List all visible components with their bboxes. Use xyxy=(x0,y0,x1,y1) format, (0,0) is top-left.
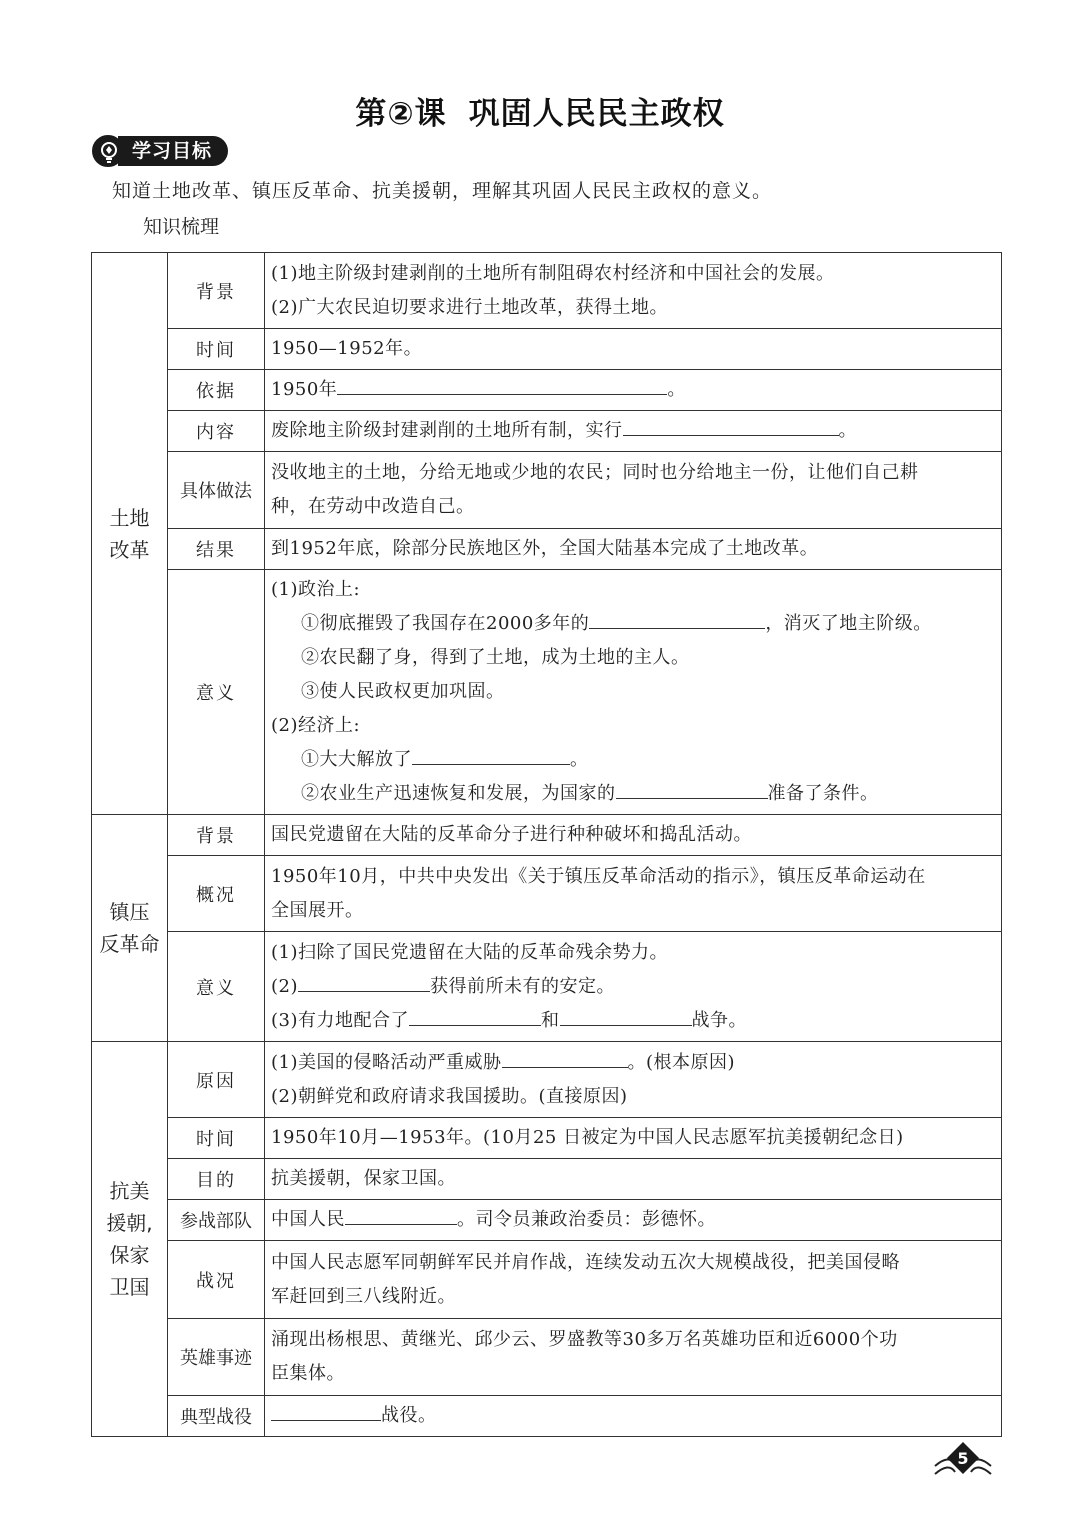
page-number: 5 xyxy=(957,1449,969,1468)
content-cell xyxy=(265,253,1002,329)
content-line: (2)朝鲜党和政府请求我国援助。(直接原因) xyxy=(271,1085,628,1107)
aspect-label: 意义 xyxy=(168,570,265,815)
content-text: ①彻底摧毁了我国存在2000多年的 xyxy=(301,613,590,634)
answer-blank[interactable] xyxy=(298,971,430,992)
topic-line: 镇压 xyxy=(109,900,150,924)
content-line: (2)广大农民迫切要求进行土地改革，获得土地。 xyxy=(271,296,668,318)
content-text: 获得前所未有的安定。 xyxy=(430,975,615,997)
content-line xyxy=(271,1004,995,1038)
aspect-label: 原因 xyxy=(168,1042,265,1118)
content-text: 。 xyxy=(667,379,686,400)
topic-land-reform xyxy=(92,253,168,815)
page-ornament-icon xyxy=(933,1440,993,1500)
aspect-label: 概况 xyxy=(168,856,265,932)
aspect-label: 背景 xyxy=(168,253,265,329)
content-cell xyxy=(265,1319,1002,1396)
content-text: (3)有力地配合了 xyxy=(271,1009,409,1031)
answer-blank[interactable] xyxy=(337,374,667,395)
table-row xyxy=(92,452,1002,529)
content-text: (2) xyxy=(271,975,298,997)
section-heading: 知识梳理 xyxy=(143,216,220,238)
objectives-badge xyxy=(92,133,252,169)
answer-blank[interactable] xyxy=(589,608,765,629)
content-line: (2)经济上: xyxy=(271,715,361,736)
table-row xyxy=(92,370,1002,411)
table-row xyxy=(92,329,1002,370)
answer-blank[interactable] xyxy=(623,415,839,436)
content-text: ，消灭了地主阶级。 xyxy=(765,613,932,634)
content-cell: 抗美援朝，保家卫国。 xyxy=(265,1159,1002,1200)
table-row xyxy=(92,815,1002,856)
content-line: (1)地主阶级封建剥削的土地所有制阻碍农村经济和中国社会的发展。 xyxy=(271,262,835,284)
content-line: 没收地主的土地，分给无地或少地的农民；同时也分给地主一份，让他们自己耕 xyxy=(271,462,919,483)
content-line xyxy=(271,607,995,641)
answer-blank[interactable] xyxy=(271,1400,381,1421)
answer-blank[interactable] xyxy=(560,1005,692,1026)
content-text: 和 xyxy=(541,1009,560,1031)
aspect-label: 结果 xyxy=(168,529,265,570)
content-cell xyxy=(265,570,1002,815)
content-cell xyxy=(265,1241,1002,1319)
topic-line: 保家 xyxy=(109,1243,150,1267)
content-text: 。司令员兼政治委员：彭德怀。 xyxy=(457,1209,716,1230)
table-row xyxy=(92,570,1002,815)
aspect-label: 战况 xyxy=(168,1241,265,1319)
content-text: 。 xyxy=(838,420,857,441)
content-cell xyxy=(265,370,1002,411)
content-cell: 1950年10月—1953年。(10月25 日被定为中国人民志愿军抗美援朝纪念日) xyxy=(265,1118,1002,1159)
content-text: ②农业生产迅速恢复和发展，为国家的 xyxy=(301,783,616,804)
content-line: 1950年10月，中共中央发出《关于镇压反革命活动的指示》，镇压反革命运动在 xyxy=(271,865,926,887)
content-line xyxy=(271,743,995,777)
topic-line: 援朝, xyxy=(106,1211,153,1235)
topic-line: 反革命 xyxy=(99,932,160,956)
table-row xyxy=(92,1241,1002,1319)
aspect-label: 典型战役 xyxy=(168,1396,265,1437)
content-text: 战役。 xyxy=(381,1405,437,1426)
knowledge-table xyxy=(91,252,1002,1437)
aspect-label: 内容 xyxy=(168,411,265,452)
content-line: 军赶回到三八线附近。 xyxy=(271,1285,456,1307)
content-text: 中国人民 xyxy=(271,1209,345,1230)
lesson-name: 巩固人民民主政权 xyxy=(468,96,725,132)
topic-line: 改革 xyxy=(109,537,150,562)
aspect-label: 时间 xyxy=(168,329,265,370)
content-cell xyxy=(265,932,1002,1042)
content-text: 战争。 xyxy=(691,1009,747,1031)
content-cell: 到1952年底，除部分民族地区外，全国大陆基本完成了土地改革。 xyxy=(265,529,1002,570)
objectives-badge-label: 学习目标 xyxy=(118,136,228,166)
topic-line: 土地 xyxy=(109,505,150,530)
content-cell xyxy=(265,1042,1002,1118)
table-row xyxy=(92,1042,1002,1118)
aspect-label: 背景 xyxy=(168,815,265,856)
lightbulb-icon xyxy=(92,135,124,167)
content-line: (1)扫除了国民党遗留在大陆的反革命残余势力。 xyxy=(271,941,668,963)
answer-blank[interactable] xyxy=(409,1005,541,1026)
objectives-text: 知道土地改革、镇压反革命、抗美援朝，理解其巩固人民民主政权的意义。 xyxy=(112,180,773,202)
table-row xyxy=(92,932,1002,1042)
content-text: 。 xyxy=(570,749,589,770)
aspect-label: 英雄事迹 xyxy=(168,1319,265,1396)
content-text: ①大大解放了 xyxy=(301,749,412,770)
content-cell xyxy=(265,856,1002,932)
content-text: (1)美国的侵略活动严重威胁 xyxy=(271,1051,502,1073)
table-row xyxy=(92,1159,1002,1200)
content-text: 。(根本原因) xyxy=(627,1051,736,1073)
table-row xyxy=(92,1396,1002,1437)
table-row xyxy=(92,856,1002,932)
content-cell: 国民党遗留在大陆的反革命分子进行种种破坏和捣乱活动。 xyxy=(265,815,1002,856)
content-line: 中国人民志愿军同朝鲜军民并肩作战，连续发动五次大规模战役，把美国侵略 xyxy=(271,1251,900,1273)
content-line xyxy=(271,1046,995,1080)
topic-line: 抗美 xyxy=(109,1179,150,1203)
content-text: 准备了条件。 xyxy=(767,783,879,804)
aspect-label: 依据 xyxy=(168,370,265,411)
aspect-label: 意义 xyxy=(168,932,265,1042)
content-line: (1)政治上: xyxy=(271,579,361,600)
table-row xyxy=(92,1200,1002,1241)
content-text: 1950年 xyxy=(271,379,338,400)
table-row xyxy=(92,253,1002,329)
lesson-number: 第②课 xyxy=(355,96,447,132)
answer-blank[interactable] xyxy=(616,778,768,799)
lesson-title xyxy=(0,88,1080,133)
content-line: 全国展开。 xyxy=(271,899,364,921)
content-text: 废除地主阶级封建剥削的土地所有制，实行 xyxy=(271,420,623,441)
aspect-label: 目的 xyxy=(168,1159,265,1200)
aspect-label: 具体做法 xyxy=(168,452,265,529)
table-row xyxy=(92,529,1002,570)
content-cell xyxy=(265,1200,1002,1241)
table-row xyxy=(92,1118,1002,1159)
content-cell xyxy=(265,1396,1002,1437)
content-line: ②农民翻了身，得到了土地，成为土地的主人。 xyxy=(301,647,690,668)
aspect-label: 参战部队 xyxy=(168,1200,265,1241)
content-line: 种，在劳动中改造自己。 xyxy=(271,496,475,517)
content-line: 臣集体。 xyxy=(271,1363,345,1384)
content-line xyxy=(271,970,995,1004)
content-cell xyxy=(265,411,1002,452)
table-row xyxy=(92,1319,1002,1396)
answer-blank[interactable] xyxy=(345,1204,457,1225)
content-line: ③使人民政权更加巩固。 xyxy=(301,681,505,702)
content-line xyxy=(271,777,995,811)
content-cell: 1950—1952年。 xyxy=(265,329,1002,370)
answer-blank[interactable] xyxy=(412,744,570,765)
content-line: 涌现出杨根思、黄继光、邱少云、罗盛教等30多万名英雄功臣和近6000个功 xyxy=(271,1329,898,1350)
topic-korea xyxy=(92,1042,168,1437)
page-number-badge xyxy=(933,1440,993,1500)
topic-line: 卫国 xyxy=(109,1275,150,1299)
answer-blank[interactable] xyxy=(502,1047,628,1068)
content-cell xyxy=(265,452,1002,529)
table-row xyxy=(92,411,1002,452)
aspect-label: 时间 xyxy=(168,1118,265,1159)
topic-suppress xyxy=(92,815,168,1042)
